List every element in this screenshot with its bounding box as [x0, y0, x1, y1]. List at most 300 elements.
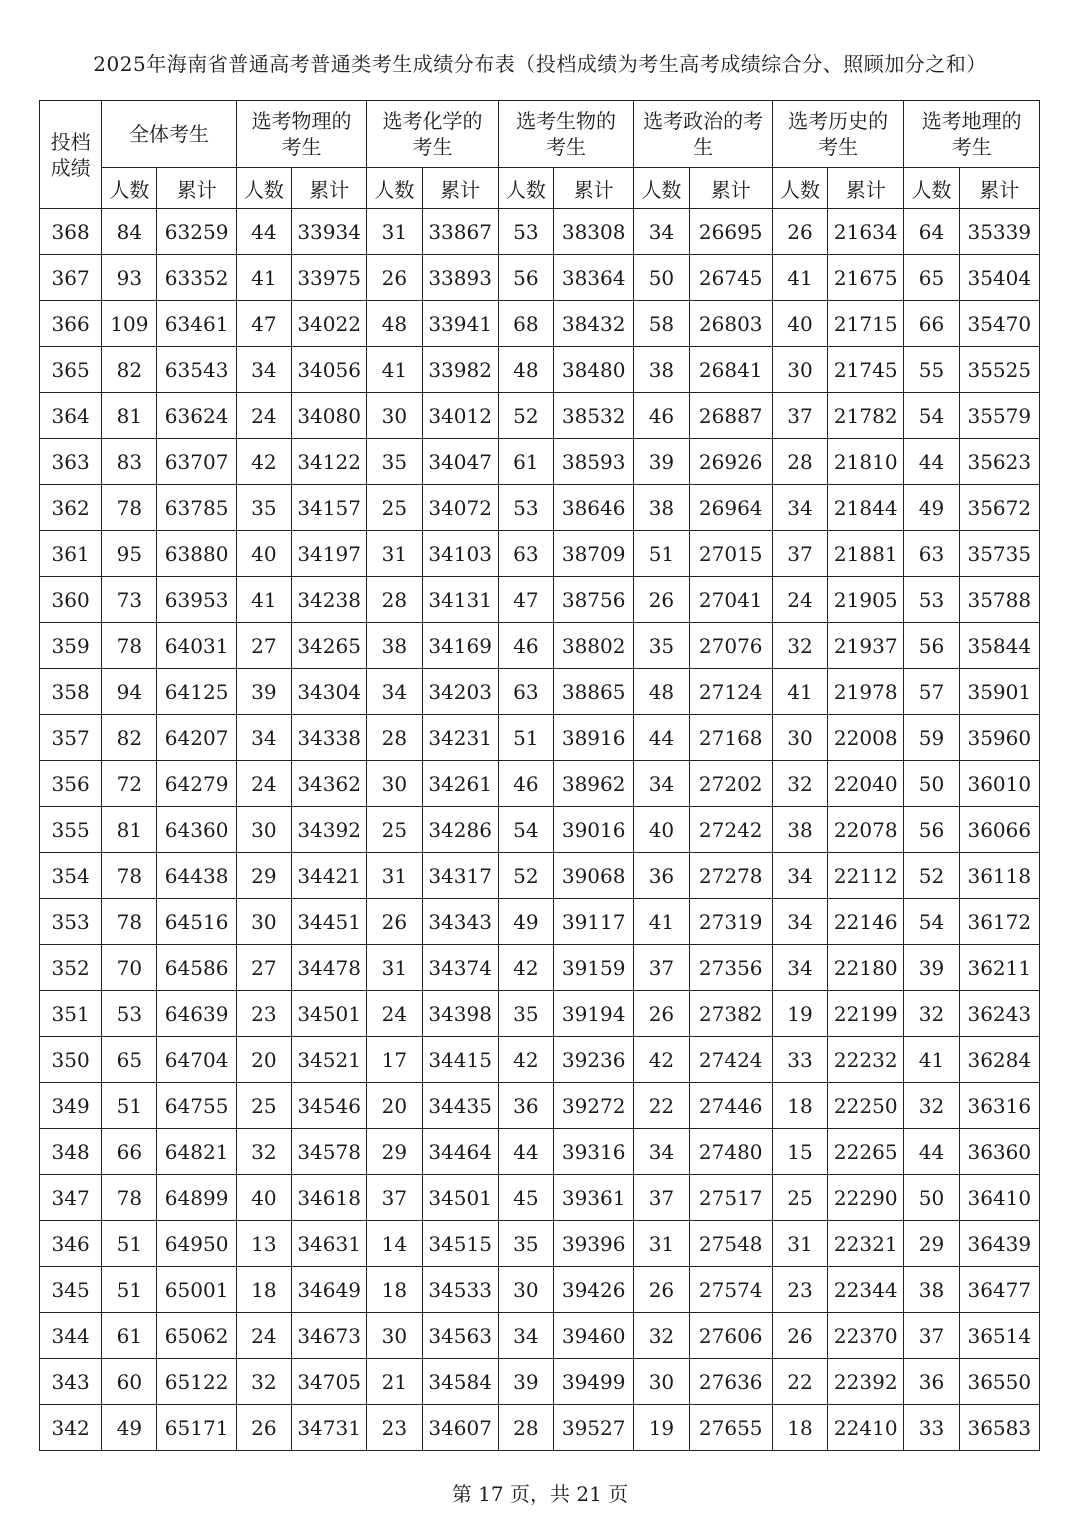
count-cell: 38: [772, 807, 827, 853]
cumulative-cell: 21745: [828, 347, 904, 393]
count-cell: 26: [367, 255, 422, 301]
header-group-1: 选考物理的 考生: [236, 101, 367, 168]
cumulative-cell: 21978: [828, 669, 904, 715]
count-cell: 35: [634, 623, 689, 669]
cumulative-cell: 39117: [554, 899, 634, 945]
count-cell: 33: [772, 1037, 827, 1083]
count-cell: 36: [634, 853, 689, 899]
count-cell: 50: [904, 1175, 959, 1221]
cumulative-cell: 36477: [959, 1267, 1039, 1313]
cumulative-cell: 64950: [157, 1221, 236, 1267]
cumulative-cell: 64704: [157, 1037, 236, 1083]
cumulative-cell: 38646: [554, 485, 634, 531]
count-cell: 28: [498, 1405, 553, 1451]
cumulative-cell: 34546: [291, 1083, 366, 1129]
count-cell: 81: [102, 807, 157, 853]
cumulative-cell: 36360: [959, 1129, 1039, 1175]
count-cell: 78: [102, 623, 157, 669]
cumulative-cell: 34012: [422, 393, 498, 439]
cumulative-cell: 65001: [157, 1267, 236, 1313]
count-cell: 18: [367, 1267, 422, 1313]
cumulative-cell: 21937: [828, 623, 904, 669]
count-cell: 39: [634, 439, 689, 485]
cumulative-cell: 35579: [959, 393, 1039, 439]
cumulative-cell: 36583: [959, 1405, 1039, 1451]
count-cell: 40: [772, 301, 827, 347]
count-cell: 31: [367, 209, 422, 255]
cumulative-cell: 22321: [828, 1221, 904, 1267]
count-cell: 30: [498, 1267, 553, 1313]
count-cell: 61: [498, 439, 553, 485]
cumulative-cell: 27278: [689, 853, 772, 899]
count-cell: 44: [904, 1129, 959, 1175]
count-cell: 68: [498, 301, 553, 347]
count-cell: 26: [634, 1267, 689, 1313]
header-group-2: 选考化学的 考生: [367, 101, 499, 168]
cumulative-cell: 21634: [828, 209, 904, 255]
count-cell: 63: [904, 531, 959, 577]
count-cell: 63: [498, 531, 553, 577]
count-cell: 38: [367, 623, 422, 669]
cumulative-cell: 21782: [828, 393, 904, 439]
table-row: [40, 485, 1040, 531]
cumulative-cell: 64516: [157, 899, 236, 945]
cumulative-cell: 22410: [828, 1405, 904, 1451]
count-cell: 52: [498, 393, 553, 439]
cumulative-cell: 36514: [959, 1313, 1039, 1359]
count-cell: 52: [498, 853, 553, 899]
score-cell: 357: [40, 715, 102, 761]
cumulative-cell: 22112: [828, 853, 904, 899]
cumulative-cell: 35901: [959, 669, 1039, 715]
cumulative-cell: 27242: [689, 807, 772, 853]
count-cell: 27: [236, 623, 291, 669]
count-cell: 56: [498, 255, 553, 301]
cumulative-cell: 35672: [959, 485, 1039, 531]
cumulative-cell: 39316: [554, 1129, 634, 1175]
cumulative-cell: 35735: [959, 531, 1039, 577]
cumulative-cell: 22040: [828, 761, 904, 807]
count-cell: 56: [904, 623, 959, 669]
count-cell: 78: [102, 853, 157, 899]
cumulative-cell: 63259: [157, 209, 236, 255]
count-cell: 31: [367, 853, 422, 899]
score-cell: 354: [40, 853, 102, 899]
cumulative-cell: 39396: [554, 1221, 634, 1267]
cumulative-cell: 22199: [828, 991, 904, 1037]
count-cell: 84: [102, 209, 157, 255]
count-cell: 39: [498, 1359, 553, 1405]
count-cell: 51: [498, 715, 553, 761]
count-cell: 41: [904, 1037, 959, 1083]
cumulative-cell: 34231: [422, 715, 498, 761]
score-cell: 349: [40, 1083, 102, 1129]
cumulative-cell: 39426: [554, 1267, 634, 1313]
count-cell: 65: [102, 1037, 157, 1083]
cumulative-cell: 38593: [554, 439, 634, 485]
cumulative-cell: 35623: [959, 439, 1039, 485]
cumulative-cell: 34169: [422, 623, 498, 669]
count-cell: 30: [367, 1313, 422, 1359]
score-cell: 355: [40, 807, 102, 853]
count-cell: 19: [772, 991, 827, 1037]
count-cell: 37: [634, 945, 689, 991]
header-count: 人数: [498, 168, 553, 209]
cumulative-cell: 27124: [689, 669, 772, 715]
cumulative-cell: 34649: [291, 1267, 366, 1313]
cumulative-cell: 38308: [554, 209, 634, 255]
count-cell: 22: [634, 1083, 689, 1129]
table-row: [40, 1037, 1040, 1083]
cumulative-cell: 38962: [554, 761, 634, 807]
count-cell: 41: [772, 669, 827, 715]
count-cell: 38: [634, 347, 689, 393]
cumulative-cell: 34501: [291, 991, 366, 1037]
count-cell: 48: [634, 669, 689, 715]
cumulative-cell: 39272: [554, 1083, 634, 1129]
score-cell: 351: [40, 991, 102, 1037]
cumulative-cell: 63785: [157, 485, 236, 531]
cumulative-cell: 34203: [422, 669, 498, 715]
cumulative-cell: 22180: [828, 945, 904, 991]
cumulative-cell: 26803: [689, 301, 772, 347]
count-cell: 41: [236, 255, 291, 301]
count-cell: 40: [236, 531, 291, 577]
cumulative-cell: 36439: [959, 1221, 1039, 1267]
header-row-subheaders: [40, 168, 1040, 209]
count-cell: 35: [498, 991, 553, 1037]
cumulative-cell: 34415: [422, 1037, 498, 1083]
table-row: [40, 1129, 1040, 1175]
count-cell: 34: [367, 669, 422, 715]
count-cell: 25: [772, 1175, 827, 1221]
count-cell: 31: [772, 1221, 827, 1267]
cumulative-cell: 36284: [959, 1037, 1039, 1083]
count-cell: 34: [772, 485, 827, 531]
cumulative-cell: 34286: [422, 807, 498, 853]
cumulative-cell: 21881: [828, 531, 904, 577]
cumulative-cell: 38532: [554, 393, 634, 439]
cumulative-cell: 33982: [422, 347, 498, 393]
cumulative-cell: 34103: [422, 531, 498, 577]
header-cumulative: 累计: [291, 168, 366, 209]
count-cell: 53: [498, 485, 553, 531]
cumulative-cell: 27480: [689, 1129, 772, 1175]
cumulative-cell: 27655: [689, 1405, 772, 1451]
table-row: [40, 577, 1040, 623]
count-cell: 34: [634, 761, 689, 807]
cumulative-cell: 21715: [828, 301, 904, 347]
cumulative-cell: 64207: [157, 715, 236, 761]
count-cell: 34: [498, 1313, 553, 1359]
count-cell: 17: [367, 1037, 422, 1083]
table-row: [40, 1175, 1040, 1221]
count-cell: 94: [102, 669, 157, 715]
page-footer: 第 17 页，共 21 页: [451, 1482, 629, 1506]
cumulative-cell: 21810: [828, 439, 904, 485]
count-cell: 78: [102, 899, 157, 945]
score-cell: 364: [40, 393, 102, 439]
cumulative-cell: 38480: [554, 347, 634, 393]
cumulative-cell: 35404: [959, 255, 1039, 301]
cumulative-cell: 27041: [689, 577, 772, 623]
count-cell: 32: [904, 1083, 959, 1129]
count-cell: 37: [634, 1175, 689, 1221]
cumulative-cell: 34131: [422, 577, 498, 623]
cumulative-cell: 64438: [157, 853, 236, 899]
count-cell: 26: [772, 1313, 827, 1359]
count-cell: 47: [498, 577, 553, 623]
count-cell: 41: [634, 899, 689, 945]
count-cell: 32: [236, 1359, 291, 1405]
count-cell: 26: [236, 1405, 291, 1451]
table-row: [40, 531, 1040, 577]
count-cell: 24: [236, 1313, 291, 1359]
table-row: [40, 1359, 1040, 1405]
count-cell: 38: [904, 1267, 959, 1313]
count-cell: 45: [498, 1175, 553, 1221]
count-cell: 81: [102, 393, 157, 439]
count-cell: 20: [236, 1037, 291, 1083]
count-cell: 31: [367, 531, 422, 577]
count-cell: 50: [904, 761, 959, 807]
score-cell: 347: [40, 1175, 102, 1221]
cumulative-cell: 34047: [422, 439, 498, 485]
cumulative-cell: 27636: [689, 1359, 772, 1405]
score-cell: 368: [40, 209, 102, 255]
count-cell: 30: [772, 715, 827, 761]
count-cell: 35: [236, 485, 291, 531]
count-cell: 14: [367, 1221, 422, 1267]
score-cell: 353: [40, 899, 102, 945]
cumulative-cell: 35470: [959, 301, 1039, 347]
count-cell: 34: [236, 347, 291, 393]
cumulative-cell: 34362: [291, 761, 366, 807]
cumulative-cell: 34122: [291, 439, 366, 485]
cumulative-cell: 34533: [422, 1267, 498, 1313]
cumulative-cell: 22232: [828, 1037, 904, 1083]
header-group-0: 全体考生: [102, 101, 237, 168]
score-cell: 359: [40, 623, 102, 669]
count-cell: 26: [634, 577, 689, 623]
cumulative-cell: 64360: [157, 807, 236, 853]
cumulative-cell: 34515: [422, 1221, 498, 1267]
cumulative-cell: 33893: [422, 255, 498, 301]
cumulative-cell: 35844: [959, 623, 1039, 669]
count-cell: 56: [904, 807, 959, 853]
cumulative-cell: 39068: [554, 853, 634, 899]
count-cell: 44: [236, 209, 291, 255]
table-row: [40, 853, 1040, 899]
cumulative-cell: 34731: [291, 1405, 366, 1451]
table-row: [40, 347, 1040, 393]
count-cell: 13: [236, 1221, 291, 1267]
cumulative-cell: 64586: [157, 945, 236, 991]
count-cell: 48: [498, 347, 553, 393]
cumulative-cell: 39236: [554, 1037, 634, 1083]
cumulative-cell: 34501: [422, 1175, 498, 1221]
cumulative-cell: 39194: [554, 991, 634, 1037]
table-row: [40, 945, 1040, 991]
cumulative-cell: 36243: [959, 991, 1039, 1037]
count-cell: 72: [102, 761, 157, 807]
count-cell: 37: [772, 531, 827, 577]
count-cell: 34: [772, 945, 827, 991]
score-cell: 345: [40, 1267, 102, 1313]
count-cell: 64: [904, 209, 959, 255]
count-cell: 35: [367, 439, 422, 485]
cumulative-cell: 34563: [422, 1313, 498, 1359]
table-row: [40, 899, 1040, 945]
table-row: [40, 715, 1040, 761]
count-cell: 41: [367, 347, 422, 393]
count-cell: 109: [102, 301, 157, 347]
score-cell: 362: [40, 485, 102, 531]
cumulative-cell: 34478: [291, 945, 366, 991]
cumulative-cell: 36066: [959, 807, 1039, 853]
cumulative-cell: 38865: [554, 669, 634, 715]
count-cell: 21: [367, 1359, 422, 1405]
count-cell: 42: [498, 945, 553, 991]
cumulative-cell: 34022: [291, 301, 366, 347]
cumulative-cell: 36410: [959, 1175, 1039, 1221]
count-cell: 36: [498, 1083, 553, 1129]
count-cell: 31: [367, 945, 422, 991]
count-cell: 41: [236, 577, 291, 623]
count-cell: 27: [236, 945, 291, 991]
cumulative-cell: 35960: [959, 715, 1039, 761]
cumulative-cell: 34464: [422, 1129, 498, 1175]
header-score-label: 投档 成绩: [40, 101, 102, 209]
count-cell: 66: [904, 301, 959, 347]
cumulative-cell: 26695: [689, 209, 772, 255]
cumulative-cell: 26926: [689, 439, 772, 485]
count-cell: 42: [634, 1037, 689, 1083]
header-cumulative: 累计: [828, 168, 904, 209]
count-cell: 34: [634, 1129, 689, 1175]
count-cell: 44: [498, 1129, 553, 1175]
cumulative-cell: 64821: [157, 1129, 236, 1175]
count-cell: 49: [904, 485, 959, 531]
cumulative-cell: 22078: [828, 807, 904, 853]
score-cell: 358: [40, 669, 102, 715]
count-cell: 30: [772, 347, 827, 393]
count-cell: 38: [634, 485, 689, 531]
cumulative-cell: 34521: [291, 1037, 366, 1083]
cumulative-cell: 38916: [554, 715, 634, 761]
score-cell: 361: [40, 531, 102, 577]
cumulative-cell: 63624: [157, 393, 236, 439]
cumulative-cell: 36172: [959, 899, 1039, 945]
count-cell: 23: [772, 1267, 827, 1313]
header-count: 人数: [236, 168, 291, 209]
cumulative-cell: 64125: [157, 669, 236, 715]
cumulative-cell: 34392: [291, 807, 366, 853]
cumulative-cell: 34374: [422, 945, 498, 991]
cumulative-cell: 34631: [291, 1221, 366, 1267]
cumulative-cell: 64755: [157, 1083, 236, 1129]
count-cell: 37: [772, 393, 827, 439]
count-cell: 28: [367, 715, 422, 761]
count-cell: 78: [102, 485, 157, 531]
score-cell: 342: [40, 1405, 102, 1451]
count-cell: 51: [102, 1267, 157, 1313]
cumulative-cell: 27606: [689, 1313, 772, 1359]
cumulative-cell: 22392: [828, 1359, 904, 1405]
cumulative-cell: 64031: [157, 623, 236, 669]
header-group-3: 选考生物的 考生: [498, 101, 634, 168]
cumulative-cell: 33867: [422, 209, 498, 255]
count-cell: 48: [367, 301, 422, 347]
cumulative-cell: 22250: [828, 1083, 904, 1129]
count-cell: 40: [236, 1175, 291, 1221]
count-cell: 53: [102, 991, 157, 1037]
count-cell: 24: [772, 577, 827, 623]
cumulative-cell: 34607: [422, 1405, 498, 1451]
cumulative-cell: 34343: [422, 899, 498, 945]
count-cell: 30: [634, 1359, 689, 1405]
count-cell: 19: [634, 1405, 689, 1451]
cumulative-cell: 34584: [422, 1359, 498, 1405]
count-cell: 78: [102, 1175, 157, 1221]
cumulative-cell: 22265: [828, 1129, 904, 1175]
count-cell: 26: [634, 991, 689, 1037]
count-cell: 32: [904, 991, 959, 1037]
score-cell: 367: [40, 255, 102, 301]
count-cell: 32: [634, 1313, 689, 1359]
count-cell: 60: [102, 1359, 157, 1405]
count-cell: 54: [904, 899, 959, 945]
count-cell: 26: [367, 899, 422, 945]
cumulative-cell: 27446: [689, 1083, 772, 1129]
count-cell: 25: [367, 485, 422, 531]
cumulative-cell: 27076: [689, 623, 772, 669]
score-cell: 348: [40, 1129, 102, 1175]
count-cell: 22: [772, 1359, 827, 1405]
count-cell: 23: [236, 991, 291, 1037]
cumulative-cell: 65062: [157, 1313, 236, 1359]
cumulative-cell: 26964: [689, 485, 772, 531]
table-row: [40, 255, 1040, 301]
count-cell: 24: [236, 761, 291, 807]
cumulative-cell: 22008: [828, 715, 904, 761]
cumulative-cell: 33934: [291, 209, 366, 255]
cumulative-cell: 22344: [828, 1267, 904, 1313]
cumulative-cell: 27517: [689, 1175, 772, 1221]
table-row: [40, 1313, 1040, 1359]
count-cell: 29: [904, 1221, 959, 1267]
cumulative-cell: 22146: [828, 899, 904, 945]
cumulative-cell: 34673: [291, 1313, 366, 1359]
table-row: [40, 1221, 1040, 1267]
cumulative-cell: 39499: [554, 1359, 634, 1405]
count-cell: 54: [498, 807, 553, 853]
count-cell: 63: [498, 669, 553, 715]
cumulative-cell: 34197: [291, 531, 366, 577]
count-cell: 46: [498, 623, 553, 669]
cumulative-cell: 38802: [554, 623, 634, 669]
count-cell: 34: [236, 715, 291, 761]
count-cell: 30: [367, 761, 422, 807]
count-cell: 32: [772, 623, 827, 669]
cumulative-cell: 35525: [959, 347, 1039, 393]
count-cell: 23: [367, 1405, 422, 1451]
count-cell: 28: [367, 577, 422, 623]
cumulative-cell: 21905: [828, 577, 904, 623]
table-row: [40, 1405, 1040, 1451]
table-row: [40, 1267, 1040, 1313]
cumulative-cell: 34238: [291, 577, 366, 623]
